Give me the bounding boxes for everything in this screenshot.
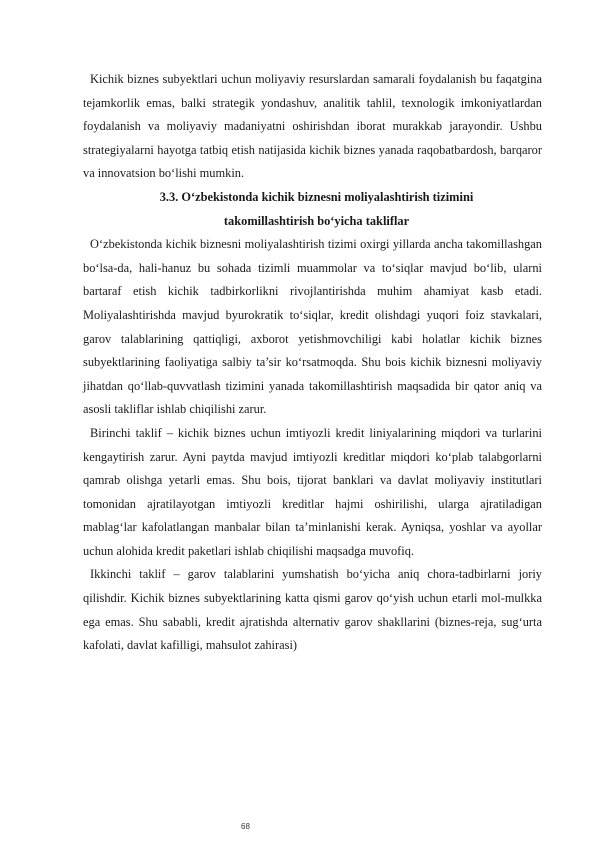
section-heading-line-2: takomillashtirish bo‘yicha takliflar (223, 213, 410, 228)
page-number (0, 822, 595, 831)
page-number-text: 68 (241, 822, 250, 831)
section-heading-line-1: 3.3. O‘zbekistonda kichik biznesni moliyalashtirish tizimini (159, 189, 474, 204)
paragraph-2: Birinchi taklif – kichik biznes uchun imtiyozli kredit liniyalarining miqdori va turlarini kengaytirish zarur. Ayni paytda mavjud imtiyozli kreditlar miqdori ko‘plab talabgorlarni qamrab olishga yetarli emas. Shu bois, tijorat banklari va davlat moliyaviy institutlari tomonidan ajratilayotgan imtiyozli kreditlar hajmi oshirilishi, ularga ajratiladigan mablag‘lar kafolatlangan manbalar bilan ta’minlanishi kerak. Ayniqsa, yoshlar va ayollar uchun alohida kredit paketlari ishlab chiqilishi maqsadga muvofiq. (83, 425, 542, 558)
paragraph-1: O‘zbekistonda kichik biznesni moliyalashtirish tizimi oxirgi yillarda ancha takomillashgan bo‘lsa-da, hali-hanuz bu sohada tizimli muammolar va to‘siqlar mavjud bo‘lib, ularni bartaraf etish kichik tadbirkorlikni rivojlantirishda muhim ahamiyat kasb etadi. Moliyalashtirishda mavjud byurokratik to‘siqlar, kredit olishdagi yuqori foiz stavkalari, garov talablarining qattiqligi, axborot yetishmovchiligi kabi holatlar kichik biznes subyektlarining faoliyatiga salbiy ta’sir ko‘rsatmoqda. Shu bois kichik biznesni moliyaviy jihatdan qo‘llab-quvvatlash tizimini yanada takomillashtirish maqsadida bir qator aniq va asosli takliflar ishlab chiqilishi zarur. (83, 237, 542, 417)
page-content (83, 68, 542, 658)
paragraph-intro: Kichik biznes subyektlari uchun moliyaviy resurslardan samarali foydalanish bu faqatgina tejamkorlik emas, balki strategik yondashuv, analitik tahlil, texnologik imkoniyatlardan foydalanish va moliyaviy madaniyatni oshirishdan iborat murakkab jarayondir. Ushbu strategiyalarni hayotga tatbiq etish natijasida kichik biznes yanada raqobatbardosh, barqaror va innovatsion bo‘lishi mumkin. (83, 72, 542, 181)
paragraph-3: Ikkinchi taklif – garov talablarini yumshatish bo‘yicha aniq chora-tadbirlarni joriy qilishdir. Kichik biznes subyektlarining katta qismi garov qo‘yish uchun etarli mol-mulkka ega emas. Shu sababli, kredit ajratishda alternativ garov shakllarini (biznes-reja, sug‘urta kafolati, davlat kafilligi, mahsulot zahirasi) (83, 567, 542, 653)
